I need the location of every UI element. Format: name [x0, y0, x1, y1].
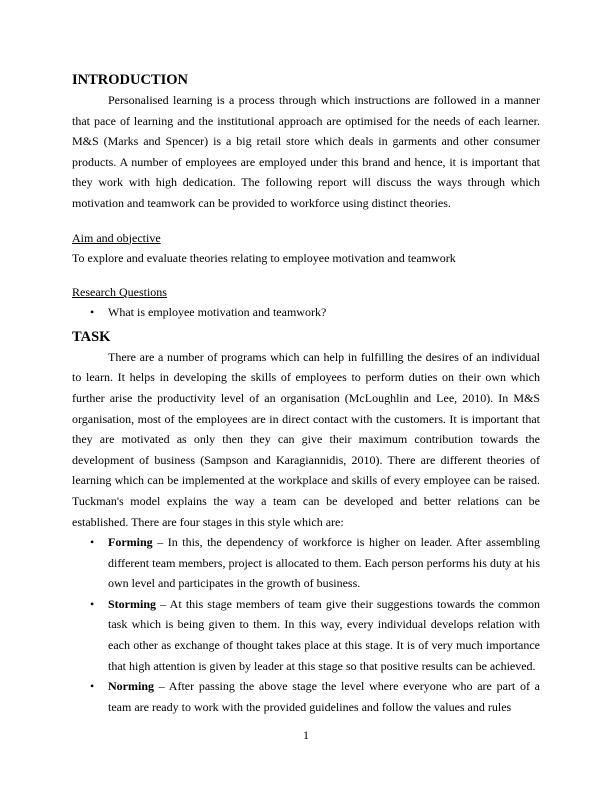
task-paragraph: There are a number of programs which can help in fulfilling the desires of an individual to learn. It helps in developing the skills of employees to perform duties on their own which further arise the productivity level of an organisation (McLoughlin and Lee, 2010). In M&S organisation, most of the employees are in direct contact with the customers. It is important that they are motivated as only then they can give their maximum contribution towards the development of business (Sampson and Karagiannidis, 2010). There are different theories of learning which can be implemented at the workplace and skills of every employee can be raised. Tuckman's model explains the way a team can be developed and better relations can be established. There are four stages in this style which are: — [72, 349, 540, 529]
bullet-icon: • — [90, 535, 95, 550]
aim-text: To explore and evaluate theories relating to employee motivation and teamwork — [72, 250, 456, 265]
page-content — [72, 70, 540, 717]
stage-term: Forming — [108, 535, 153, 550]
introduction-paragraph: Personalised learning is a process through which instructions are followed in a manner that pace of learning and the institutional approach are optimised for the needs of each learner. M&S (Marks and Spencer) is a big retail store which deals in garments and other consumer products. A number of employees are employed under this brand and hence, it is important that they work with high dedication. The following report will discuss the ways through which motivation and teamwork can be provided to workforce using distinct theories. — [72, 93, 540, 210]
page-number: 1 — [303, 728, 309, 742]
tuckman-stages-list — [72, 532, 540, 717]
stage-term: Norming — [108, 679, 154, 694]
list-item — [72, 594, 540, 676]
list-item — [72, 302, 540, 323]
list-item — [72, 532, 540, 594]
bullet-icon: • — [90, 596, 95, 611]
research-questions-heading: Research Questions — [72, 285, 167, 300]
stage-text: – After passing the above stage the level where everyone who are part of a team are ready to work with the provided guidelines and follow the values and rules — [108, 679, 540, 714]
list-item — [72, 676, 540, 717]
task-heading: TASK — [72, 328, 111, 345]
research-questions-list — [72, 302, 540, 323]
introduction-heading: INTRODUCTION — [72, 72, 189, 88]
aim-heading: Aim and objective — [72, 230, 161, 245]
bullet-icon: • — [90, 679, 95, 694]
stage-term: Storming — [108, 596, 156, 611]
bullet-icon: • — [90, 305, 95, 320]
stage-text: – At this stage members of team give their suggestions towards the common task which is being given to them. In this way, every individual develops relation with each other as exchange of thought takes place at this stage. It is of very much importance that high attention is given by leader at this stage so that positive results can be achieved. — [108, 596, 540, 673]
stage-text: – In this, the dependency of workforce is higher on leader. After assembling different team members, project is allocated to them. Each person performs his duty at his own level and participates in the growth of business. — [108, 535, 540, 591]
research-question-text: What is employee motivation and teamwork? — [108, 305, 327, 320]
